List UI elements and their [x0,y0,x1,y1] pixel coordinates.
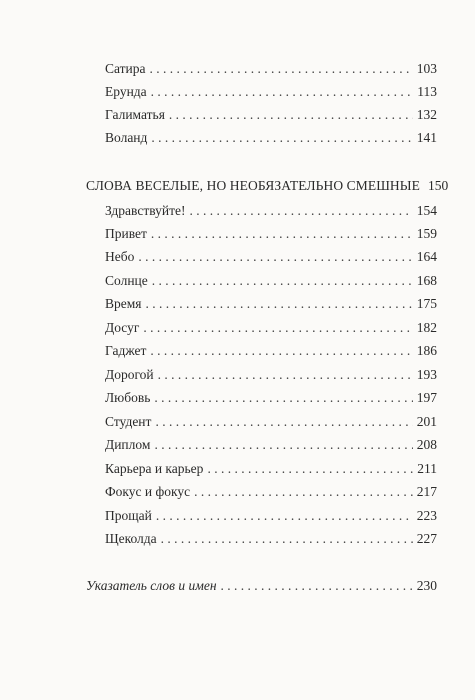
toc-entry-page: 217 [416,484,437,499]
toc-entry [105,436,437,454]
dot-leader [156,507,413,525]
toc-entry [105,342,437,360]
toc-entry-label: Карьера и карьер [105,461,204,476]
toc-entry [105,106,437,124]
dot-leader [146,295,413,313]
dot-leader [151,129,412,147]
toc-entry [105,460,437,478]
toc-entry [105,507,437,525]
toc-entry [105,83,437,101]
toc-entry [105,295,437,313]
toc-entry [105,248,437,266]
dot-leader [150,342,412,360]
toc-entry [105,389,437,407]
dot-leader [154,436,412,454]
dot-leader [155,413,412,431]
toc-entry-page: 223 [416,508,437,523]
toc-entry-page: 103 [416,61,437,76]
toc-entry-page: 208 [416,437,437,452]
toc-entry-label: Здравствуйте! [105,203,186,218]
toc-index-entry [86,577,437,595]
toc-entry-label: Гаджет [105,343,147,358]
section-page: 150 [428,178,449,193]
toc-entry-page: 113 [417,84,437,99]
toc-entry [105,129,437,147]
toc-entry-label: Фокус и фокус [105,484,191,499]
toc-entry [105,319,437,337]
dot-leader [194,483,413,501]
toc-entry [105,483,437,501]
dot-leader [143,319,412,337]
toc-entry-label: Диплом [105,437,151,452]
toc-entry-page: 132 [416,107,437,122]
toc-entry-page: 193 [416,367,437,382]
toc-entry-page: 227 [416,531,437,546]
toc-entry-page: 175 [416,296,437,311]
dot-leader [158,366,413,384]
toc-entry-page: 168 [416,273,437,288]
toc-entry-page: 201 [416,414,437,429]
toc-entry-label: Прощай [105,508,152,523]
dot-leader [154,389,412,407]
dot-leader [151,225,413,243]
toc-entry-page: 159 [416,226,437,241]
toc-section-heading [86,177,449,195]
dot-leader [207,460,413,478]
toc-entry-label: Студент [105,414,152,429]
toc-entry-label: Дорогой [105,367,154,382]
dot-leader [150,60,413,78]
section-title: СЛОВА ВЕСЕЛЫЕ, НО НЕОБЯЗАТЕЛЬНО СМЕШНЫЕ [86,178,420,193]
toc-entry-label: Привет [105,226,147,241]
toc-entry-label: Галиматья [105,107,165,122]
toc-entry [105,202,437,220]
toc-entry-label: Небо [105,249,135,264]
toc-entry-page: 197 [416,390,437,405]
toc-entry-page: 154 [416,203,437,218]
dot-leader [152,272,413,290]
toc-entry [105,530,437,548]
toc-entry-label: Сатира [105,61,146,76]
toc-entry-label: Любовь [105,390,151,405]
toc-entry [105,60,437,78]
dot-leader [138,248,412,266]
toc-entry-label: Время [105,296,142,311]
index-page: 230 [416,578,437,593]
toc-entry-page: 186 [416,343,437,358]
dot-leader [169,106,413,124]
toc-entry-label: Солнце [105,273,148,288]
toc-entry-label: Досуг [105,320,140,335]
toc-entry-label: Ерунда [105,84,147,99]
toc-entry-label: Щеколда [105,531,157,546]
toc-entry [105,366,437,384]
dot-leader [151,83,414,101]
toc-entry-label: Воланд [105,130,148,145]
dot-leader [221,577,413,595]
dot-leader [161,530,413,548]
toc-entry-page: 164 [416,249,437,264]
toc-entry [105,225,437,243]
toc-entry [105,413,437,431]
toc-entry-page: 211 [417,461,437,476]
toc-entry [105,272,437,290]
toc-entry-page: 141 [416,130,437,145]
toc-entry-page: 182 [416,320,437,335]
index-label: Указатель слов и имен [86,578,217,593]
dot-leader [190,202,413,220]
